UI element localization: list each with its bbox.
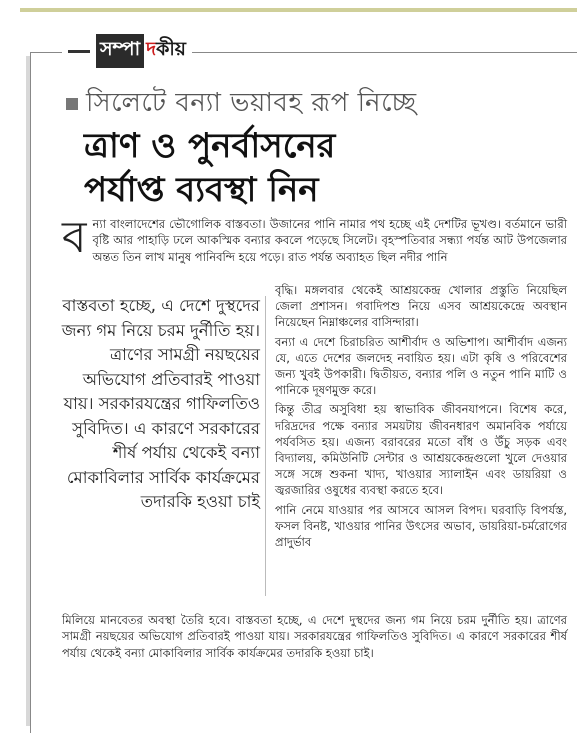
paragraph-3: কিন্তু তীব্র অসুবিধা হয় স্বাভাবিক জীবনযাপনে। বিশেষ করে, দরিদ্রদের পক্ষে বন্যার সময়টায় জীবনধারণ অমানবিক পর্যায়ে পর্যবসিত হয়। এজন্য বরাবরের মতো বাঁধ ও উঁচু সড়ক এবং বিদ্যালয়, কমিউনিটি সেন্টার ও আশ্রয়কেন্দ্রগুলো খুলে দেওয়ার সঙ্গে সঙ্গে শুকনা খাদ্য, খাওয়ার স্যালাইন এবং ডায়রিয়া ও জ্বরজারির ওষুধের ব্যবস্থা করতে হবে। xyxy=(275,402,567,498)
drop-cap: ব xyxy=(62,212,87,263)
pull-quote-divider xyxy=(265,296,266,596)
section-tag-rest xyxy=(146,35,186,67)
headline-line-1: ত্রাণ ও পুনর্বাসনের xyxy=(84,126,336,166)
top-rule xyxy=(20,8,577,12)
paragraph-1: বৃদ্ধি। মঙ্গলবার থেকেই আশ্রয়কেন্দ্র খোলার প্রস্তুতি নিয়েছিল জেলা প্রশাসন। গবাদিপশু নিয়ে এসব আশ্রয়কেন্দ্রে অবস্থান নিয়েছেন নিম্নাঞ্চলের বাসিন্দারা। xyxy=(275,283,567,330)
article-intro-text: ন্যা বাংলাদেশের ভৌগোলিক বাস্তবতা। উজানের পানি নামার পথ হচ্ছে এই দেশটির ভূখণ্ড। বর্তমানে ভারী বৃষ্টি আর পাহাড়ি ঢলে আকস্মিক বন্যার কবলে পড়েছে সিলেট। বৃহস্পতিবার সন্ধ্যা পর্যন্ত আট উপজেলার অন্তত তিন লাখ মানুষ পানিবন্দি হয়ে পড়ে। রাত পর্যন্ত অব্যাহত ছিল নদীর পানি xyxy=(92,217,567,264)
pull-quote: বাস্তবতা হচ্ছে, এ দেশে দুস্থদের জন্য গম নিয়ে চরম দুর্নীতি হয়। ত্রাণের সামগ্রী নয়ছয়ের অভিযোগ প্রতিবারই পাওয়া যায়। সরকারযন্ত্রের গাফিলতিও সুবিদিত। এ কারণে সরকারের শীর্ষ পর্যায় থেকেই বন্যা মোকাবিলার সার্বিক কার্যক্রমের তদারকি হওয়া চাই xyxy=(61,296,260,511)
section-tag xyxy=(62,36,192,66)
tag-dash xyxy=(68,50,90,53)
paragraph-2: বন্যা এ দেশে চিরাচরিত আশীর্বাদ ও অভিশাপ। আশীর্বাদ এজন্য যে, এতে দেশের জলদেহ নবায়িত হয়। এটা কৃষি ও পরিবেশের জন্য খুবই উপকারী। দ্বিতীয়ত, বন্যার পলি ও নতুন পানি মাটি ও পানিকে দূষণমুক্ত করে। xyxy=(275,334,567,398)
section-tag-accent: দ xyxy=(146,38,157,60)
kicker-row xyxy=(66,82,417,126)
article-intro xyxy=(62,212,567,265)
headline xyxy=(84,124,554,212)
article-conclusion: মিলিয়ে মানবেতর অবস্থা তৈরি হবে। বাস্তবতা হচ্ছে, এ দেশে দুস্থদের জন্য গম নিয়ে চরম দুর্নীতি হয়। ত্রাণের সামগ্রী নয়ছয়ের অভিযোগ প্রতিবারই পাওয়া যায়। সরকারযন্ত্রের গাফিলতিও সুবিদিত। এ কারণে সরকারের শীর্ষ পর্যায় থেকেই বন্যা মোকাবিলার সার্বিক কার্যক্রমের তদারকি হওয়া চাই। xyxy=(62,613,567,660)
kicker: সিলেটে বন্যা ভয়াবহ রূপ নিচ্ছে xyxy=(86,88,417,118)
square-bullet-icon xyxy=(66,98,78,110)
paragraph-4: পানি নেমে যাওয়ার পর আসবে আসল বিপদ। ঘরবাড়ি বিপর্যস্ত, ফসল বিনষ্ট, খাওয়ার পানির উৎসের অভাব, ডায়রিয়া-চর্মরোগের প্রাদুর্ভাব xyxy=(275,502,567,550)
article-right-column xyxy=(275,282,567,553)
headline-line-2: পর্যাপ্ত ব্যবস্থা নিন xyxy=(84,170,319,210)
section-tag-tail: কীয় xyxy=(156,38,186,60)
section-tag-box: সম্পা xyxy=(96,34,144,68)
